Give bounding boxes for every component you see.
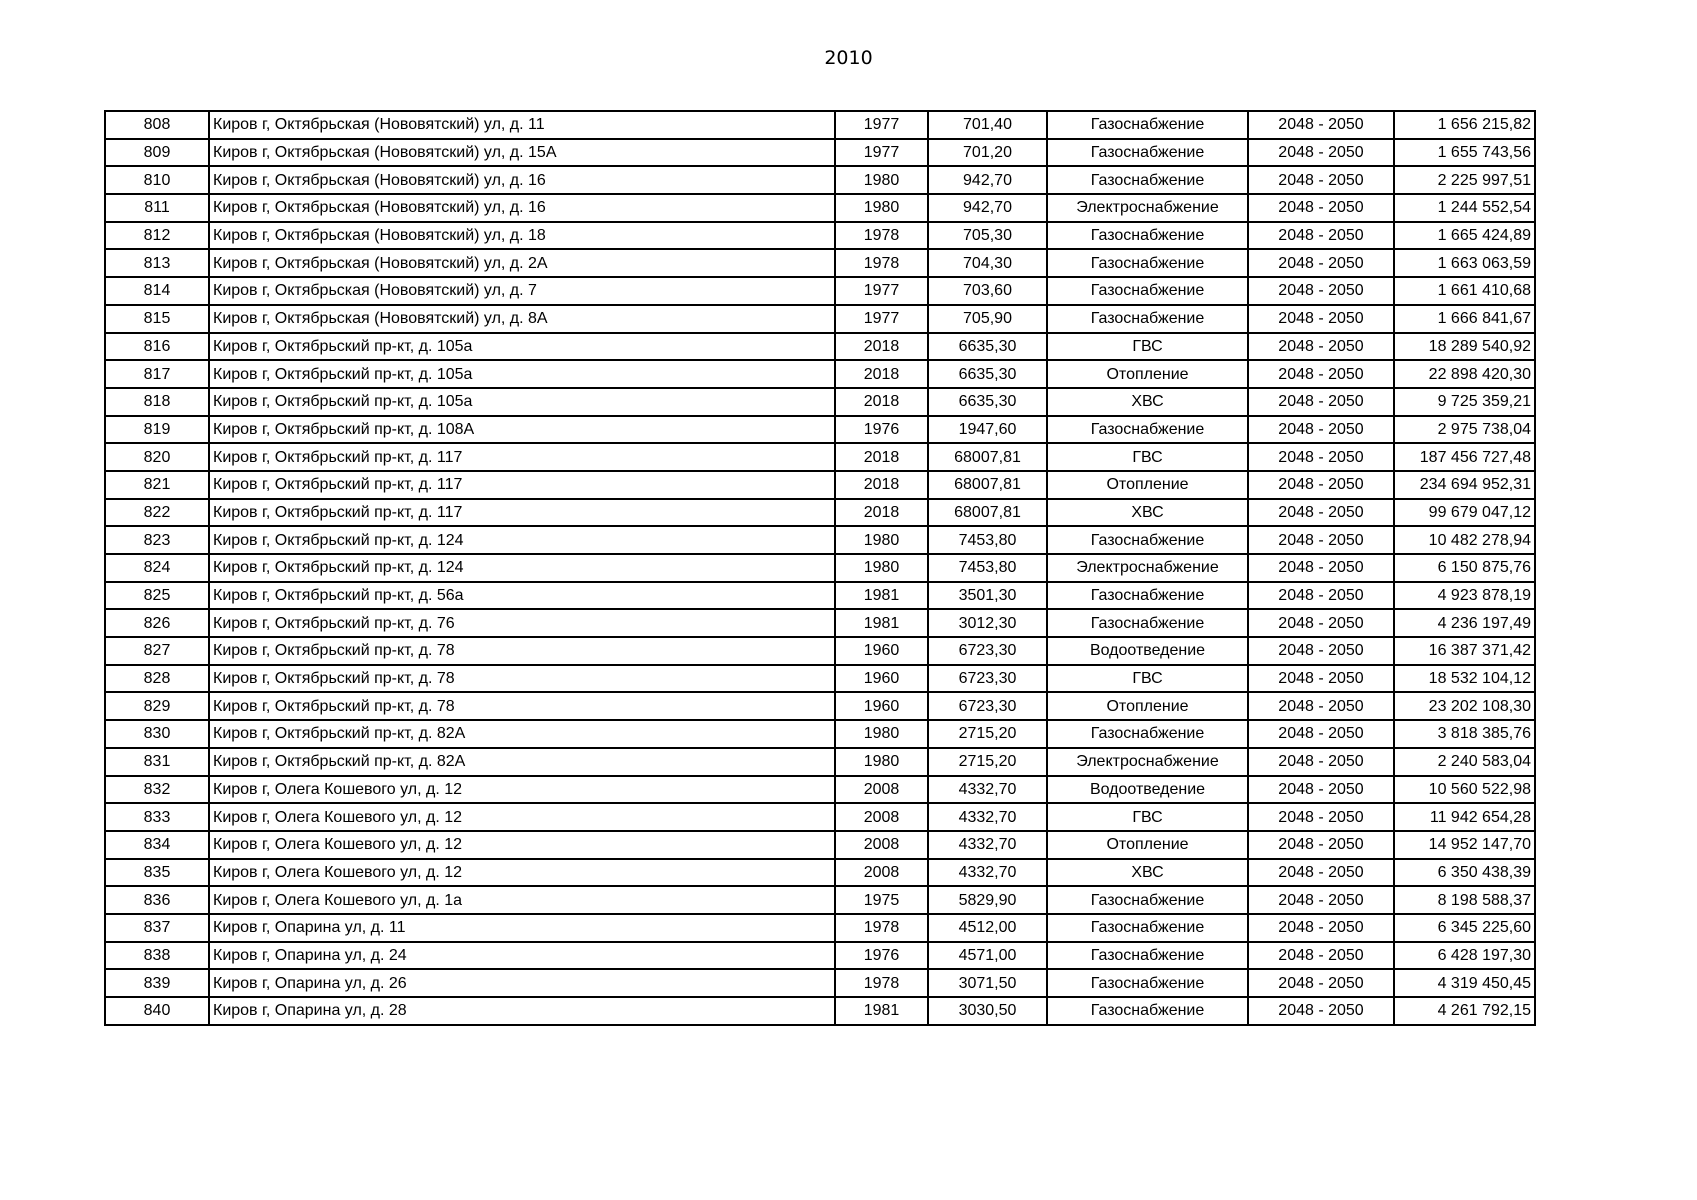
- cost-cell: 187 456 727,48: [1394, 443, 1535, 471]
- row-number-cell: 808: [105, 111, 209, 139]
- area-cell: 6635,30: [928, 388, 1047, 416]
- address-cell: Киров г, Октябрьский пр-кт, д. 124: [209, 526, 835, 554]
- table-row: [105, 305, 1535, 333]
- address-cell: Киров г, Октябрьский пр-кт, д. 124: [209, 554, 835, 582]
- area-cell: 942,70: [928, 194, 1047, 222]
- work-type-cell: Водоотведение: [1047, 637, 1248, 665]
- address-cell: Киров г, Октябрьская (Нововятский) ул, д. 16: [209, 166, 835, 194]
- row-number-cell: 822: [105, 499, 209, 527]
- address-cell: Киров г, Октябрьский пр-кт, д. 78: [209, 665, 835, 693]
- work-type-cell: Газоснабжение: [1047, 305, 1248, 333]
- row-number-cell: 816: [105, 333, 209, 361]
- address-cell: Киров г, Октябрьский пр-кт, д. 78: [209, 692, 835, 720]
- address-cell: Киров г, Октябрьская (Нововятский) ул, д. 8А: [209, 305, 835, 333]
- table-row: [105, 692, 1535, 720]
- table-row: [105, 388, 1535, 416]
- year-cell: 2008: [835, 776, 928, 804]
- period-cell: 2048 - 2050: [1248, 443, 1394, 471]
- area-cell: 6723,30: [928, 665, 1047, 693]
- area-cell: 3012,30: [928, 609, 1047, 637]
- work-type-cell: ХВС: [1047, 499, 1248, 527]
- table-row: [105, 526, 1535, 554]
- area-cell: 3501,30: [928, 582, 1047, 610]
- address-cell: Киров г, Октябрьский пр-кт, д. 105а: [209, 360, 835, 388]
- year-cell: 1980: [835, 554, 928, 582]
- table-row: [105, 277, 1535, 305]
- area-cell: 4512,00: [928, 914, 1047, 942]
- row-number-cell: 823: [105, 526, 209, 554]
- area-cell: 701,20: [928, 139, 1047, 167]
- address-cell: Киров г, Опарина ул, д. 11: [209, 914, 835, 942]
- cost-cell: 16 387 371,42: [1394, 637, 1535, 665]
- row-number-cell: 836: [105, 886, 209, 914]
- row-number-cell: 830: [105, 720, 209, 748]
- year-cell: 1980: [835, 720, 928, 748]
- cost-cell: 4 236 197,49: [1394, 609, 1535, 637]
- row-number-cell: 826: [105, 609, 209, 637]
- period-cell: 2048 - 2050: [1248, 277, 1394, 305]
- work-type-cell: ГВС: [1047, 443, 1248, 471]
- year-cell: 1960: [835, 692, 928, 720]
- area-cell: 942,70: [928, 166, 1047, 194]
- cost-cell: 2 240 583,04: [1394, 748, 1535, 776]
- cost-cell: 23 202 108,30: [1394, 692, 1535, 720]
- cost-cell: 2 975 738,04: [1394, 416, 1535, 444]
- row-number-cell: 810: [105, 166, 209, 194]
- table-row: [105, 665, 1535, 693]
- address-cell: Киров г, Октябрьский пр-кт, д. 117: [209, 499, 835, 527]
- row-number-cell: 813: [105, 249, 209, 277]
- area-cell: 6635,30: [928, 333, 1047, 361]
- year-cell: 1981: [835, 997, 928, 1025]
- row-number-cell: 827: [105, 637, 209, 665]
- period-cell: 2048 - 2050: [1248, 692, 1394, 720]
- cost-cell: 18 532 104,12: [1394, 665, 1535, 693]
- period-cell: 2048 - 2050: [1248, 249, 1394, 277]
- table-row: [105, 360, 1535, 388]
- period-cell: 2048 - 2050: [1248, 305, 1394, 333]
- row-number-cell: 814: [105, 277, 209, 305]
- period-cell: 2048 - 2050: [1248, 360, 1394, 388]
- work-type-cell: Электроснабжение: [1047, 554, 1248, 582]
- table-row: [105, 886, 1535, 914]
- address-cell: Киров г, Октябрьская (Нововятский) ул, д. 11: [209, 111, 835, 139]
- row-number-cell: 819: [105, 416, 209, 444]
- address-cell: Киров г, Олега Кошевого ул, д. 12: [209, 831, 835, 859]
- work-type-cell: Газоснабжение: [1047, 222, 1248, 250]
- address-cell: Киров г, Октябрьский пр-кт, д. 82А: [209, 720, 835, 748]
- period-cell: 2048 - 2050: [1248, 471, 1394, 499]
- cost-cell: 22 898 420,30: [1394, 360, 1535, 388]
- year-cell: 1960: [835, 637, 928, 665]
- cost-cell: 1 244 552,54: [1394, 194, 1535, 222]
- work-type-cell: Газоснабжение: [1047, 997, 1248, 1025]
- area-cell: 3030,50: [928, 997, 1047, 1025]
- address-cell: Киров г, Октябрьская (Нововятский) ул, д. 18: [209, 222, 835, 250]
- area-cell: 4571,00: [928, 942, 1047, 970]
- cost-cell: 10 482 278,94: [1394, 526, 1535, 554]
- address-cell: Киров г, Опарина ул, д. 24: [209, 942, 835, 970]
- cost-cell: 18 289 540,92: [1394, 333, 1535, 361]
- table-row: [105, 139, 1535, 167]
- work-type-cell: Электроснабжение: [1047, 748, 1248, 776]
- work-type-cell: Газоснабжение: [1047, 416, 1248, 444]
- work-type-cell: ГВС: [1047, 803, 1248, 831]
- period-cell: 2048 - 2050: [1248, 111, 1394, 139]
- table-row: [105, 582, 1535, 610]
- period-cell: 2048 - 2050: [1248, 166, 1394, 194]
- period-cell: 2048 - 2050: [1248, 222, 1394, 250]
- address-cell: Киров г, Олега Кошевого ул, д. 1а: [209, 886, 835, 914]
- cost-cell: 3 818 385,76: [1394, 720, 1535, 748]
- period-cell: 2048 - 2050: [1248, 748, 1394, 776]
- table-row: [105, 443, 1535, 471]
- area-cell: 703,60: [928, 277, 1047, 305]
- area-cell: 2715,20: [928, 748, 1047, 776]
- row-number-cell: 824: [105, 554, 209, 582]
- area-cell: 701,40: [928, 111, 1047, 139]
- period-cell: 2048 - 2050: [1248, 720, 1394, 748]
- table-row: [105, 914, 1535, 942]
- row-number-cell: 833: [105, 803, 209, 831]
- area-cell: 68007,81: [928, 499, 1047, 527]
- year-cell: 2018: [835, 388, 928, 416]
- table-row: [105, 554, 1535, 582]
- period-cell: 2048 - 2050: [1248, 554, 1394, 582]
- period-cell: 2048 - 2050: [1248, 831, 1394, 859]
- period-cell: 2048 - 2050: [1248, 803, 1394, 831]
- table-row: [105, 776, 1535, 804]
- table-row: [105, 249, 1535, 277]
- area-cell: 705,30: [928, 222, 1047, 250]
- address-cell: Киров г, Октябрьский пр-кт, д. 105а: [209, 388, 835, 416]
- cost-cell: 6 150 875,76: [1394, 554, 1535, 582]
- address-cell: Киров г, Октябрьский пр-кт, д. 105а: [209, 333, 835, 361]
- address-cell: Киров г, Октябрьский пр-кт, д. 76: [209, 609, 835, 637]
- area-cell: 5829,90: [928, 886, 1047, 914]
- row-number-cell: 832: [105, 776, 209, 804]
- period-cell: 2048 - 2050: [1248, 609, 1394, 637]
- area-cell: 705,90: [928, 305, 1047, 333]
- work-type-cell: Отопление: [1047, 471, 1248, 499]
- period-cell: 2048 - 2050: [1248, 333, 1394, 361]
- table-row: [105, 831, 1535, 859]
- registry-table-body: [105, 111, 1535, 1025]
- area-cell: 7453,80: [928, 526, 1047, 554]
- work-type-cell: Отопление: [1047, 692, 1248, 720]
- row-number-cell: 835: [105, 859, 209, 887]
- year-cell: 1980: [835, 166, 928, 194]
- work-type-cell: ХВС: [1047, 388, 1248, 416]
- year-cell: 2018: [835, 443, 928, 471]
- registry-table: [104, 110, 1536, 1026]
- table-row: [105, 859, 1535, 887]
- table-row: [105, 222, 1535, 250]
- area-cell: 1947,60: [928, 416, 1047, 444]
- year-cell: 1977: [835, 305, 928, 333]
- period-cell: 2048 - 2050: [1248, 997, 1394, 1025]
- period-cell: 2048 - 2050: [1248, 914, 1394, 942]
- period-cell: 2048 - 2050: [1248, 526, 1394, 554]
- work-type-cell: Газоснабжение: [1047, 942, 1248, 970]
- table-row: [105, 720, 1535, 748]
- year-cell: 1976: [835, 416, 928, 444]
- address-cell: Киров г, Октябрьский пр-кт, д. 56а: [209, 582, 835, 610]
- cost-cell: 8 198 588,37: [1394, 886, 1535, 914]
- cost-cell: 9 725 359,21: [1394, 388, 1535, 416]
- row-number-cell: 839: [105, 969, 209, 997]
- row-number-cell: 838: [105, 942, 209, 970]
- table-row: [105, 416, 1535, 444]
- work-type-cell: Газоснабжение: [1047, 166, 1248, 194]
- cost-cell: 6 428 197,30: [1394, 942, 1535, 970]
- work-type-cell: ГВС: [1047, 665, 1248, 693]
- address-cell: Киров г, Октябрьская (Нововятский) ул, д. 2А: [209, 249, 835, 277]
- period-cell: 2048 - 2050: [1248, 139, 1394, 167]
- year-cell: 2018: [835, 360, 928, 388]
- cost-cell: 1 656 215,82: [1394, 111, 1535, 139]
- area-cell: 68007,81: [928, 471, 1047, 499]
- cost-cell: 1 663 063,59: [1394, 249, 1535, 277]
- cost-cell: 11 942 654,28: [1394, 803, 1535, 831]
- year-cell: 2018: [835, 499, 928, 527]
- period-cell: 2048 - 2050: [1248, 637, 1394, 665]
- row-number-cell: 812: [105, 222, 209, 250]
- row-number-cell: 818: [105, 388, 209, 416]
- period-cell: 2048 - 2050: [1248, 388, 1394, 416]
- address-cell: Киров г, Октябрьский пр-кт, д. 117: [209, 443, 835, 471]
- area-cell: 68007,81: [928, 443, 1047, 471]
- row-number-cell: 809: [105, 139, 209, 167]
- table-row: [105, 194, 1535, 222]
- row-number-cell: 811: [105, 194, 209, 222]
- area-cell: 704,30: [928, 249, 1047, 277]
- year-cell: 1978: [835, 249, 928, 277]
- table-row: [105, 748, 1535, 776]
- work-type-cell: Газоснабжение: [1047, 720, 1248, 748]
- year-cell: 1980: [835, 194, 928, 222]
- year-cell: 1978: [835, 914, 928, 942]
- table-row: [105, 997, 1535, 1025]
- work-type-cell: Водоотведение: [1047, 776, 1248, 804]
- address-cell: Киров г, Октябрьская (Нововятский) ул, д. 15А: [209, 139, 835, 167]
- address-cell: Киров г, Опарина ул, д. 26: [209, 969, 835, 997]
- page-number: 2010: [824, 47, 873, 69]
- work-type-cell: Газоснабжение: [1047, 277, 1248, 305]
- table-row: [105, 471, 1535, 499]
- work-type-cell: Газоснабжение: [1047, 111, 1248, 139]
- year-cell: 1977: [835, 111, 928, 139]
- address-cell: Киров г, Опарина ул, д. 28: [209, 997, 835, 1025]
- area-cell: 2715,20: [928, 720, 1047, 748]
- cost-cell: 1 661 410,68: [1394, 277, 1535, 305]
- cost-cell: 99 679 047,12: [1394, 499, 1535, 527]
- cost-cell: 6 345 225,60: [1394, 914, 1535, 942]
- year-cell: 1978: [835, 969, 928, 997]
- cost-cell: 234 694 952,31: [1394, 471, 1535, 499]
- area-cell: 7453,80: [928, 554, 1047, 582]
- work-type-cell: Отопление: [1047, 360, 1248, 388]
- area-cell: 6635,30: [928, 360, 1047, 388]
- year-cell: 2008: [835, 831, 928, 859]
- cost-cell: 4 923 878,19: [1394, 582, 1535, 610]
- year-cell: 1981: [835, 582, 928, 610]
- cost-cell: 2 225 997,51: [1394, 166, 1535, 194]
- cost-cell: 4 319 450,45: [1394, 969, 1535, 997]
- row-number-cell: 840: [105, 997, 209, 1025]
- cost-cell: 1 655 743,56: [1394, 139, 1535, 167]
- area-cell: 3071,50: [928, 969, 1047, 997]
- address-cell: Киров г, Олега Кошевого ул, д. 12: [209, 776, 835, 804]
- year-cell: 1976: [835, 942, 928, 970]
- table-row: [105, 609, 1535, 637]
- row-number-cell: 821: [105, 471, 209, 499]
- area-cell: 6723,30: [928, 637, 1047, 665]
- work-type-cell: Газоснабжение: [1047, 969, 1248, 997]
- period-cell: 2048 - 2050: [1248, 886, 1394, 914]
- year-cell: 2018: [835, 333, 928, 361]
- table-row: [105, 111, 1535, 139]
- table-row: [105, 333, 1535, 361]
- work-type-cell: Газоснабжение: [1047, 914, 1248, 942]
- work-type-cell: Электроснабжение: [1047, 194, 1248, 222]
- work-type-cell: Газоснабжение: [1047, 526, 1248, 554]
- address-cell: Киров г, Олега Кошевого ул, д. 12: [209, 803, 835, 831]
- period-cell: 2048 - 2050: [1248, 776, 1394, 804]
- year-cell: 1980: [835, 748, 928, 776]
- period-cell: 2048 - 2050: [1248, 194, 1394, 222]
- area-cell: 6723,30: [928, 692, 1047, 720]
- address-cell: Киров г, Октябрьская (Нововятский) ул, д. 16: [209, 194, 835, 222]
- year-cell: 1975: [835, 886, 928, 914]
- work-type-cell: ГВС: [1047, 333, 1248, 361]
- table-row: [105, 803, 1535, 831]
- work-type-cell: Газоснабжение: [1047, 886, 1248, 914]
- period-cell: 2048 - 2050: [1248, 416, 1394, 444]
- row-number-cell: 825: [105, 582, 209, 610]
- row-number-cell: 817: [105, 360, 209, 388]
- period-cell: 2048 - 2050: [1248, 942, 1394, 970]
- year-cell: 2008: [835, 859, 928, 887]
- cost-cell: 14 952 147,70: [1394, 831, 1535, 859]
- year-cell: 1978: [835, 222, 928, 250]
- area-cell: 4332,70: [928, 776, 1047, 804]
- row-number-cell: 829: [105, 692, 209, 720]
- address-cell: Киров г, Октябрьский пр-кт, д. 108А: [209, 416, 835, 444]
- year-cell: 1960: [835, 665, 928, 693]
- table-row: [105, 969, 1535, 997]
- work-type-cell: Газоснабжение: [1047, 609, 1248, 637]
- period-cell: 2048 - 2050: [1248, 499, 1394, 527]
- row-number-cell: 828: [105, 665, 209, 693]
- work-type-cell: Отопление: [1047, 831, 1248, 859]
- address-cell: Киров г, Октябрьский пр-кт, д. 78: [209, 637, 835, 665]
- period-cell: 2048 - 2050: [1248, 969, 1394, 997]
- work-type-cell: ХВС: [1047, 859, 1248, 887]
- table-row: [105, 637, 1535, 665]
- area-cell: 4332,70: [928, 803, 1047, 831]
- year-cell: 1977: [835, 277, 928, 305]
- address-cell: Киров г, Октябрьский пр-кт, д. 117: [209, 471, 835, 499]
- cost-cell: 10 560 522,98: [1394, 776, 1535, 804]
- row-number-cell: 834: [105, 831, 209, 859]
- period-cell: 2048 - 2050: [1248, 582, 1394, 610]
- address-cell: Киров г, Октябрьская (Нововятский) ул, д. 7: [209, 277, 835, 305]
- row-number-cell: 837: [105, 914, 209, 942]
- row-number-cell: 815: [105, 305, 209, 333]
- area-cell: 4332,70: [928, 859, 1047, 887]
- table-row: [105, 942, 1535, 970]
- row-number-cell: 820: [105, 443, 209, 471]
- cost-cell: 6 350 438,39: [1394, 859, 1535, 887]
- cost-cell: 4 261 792,15: [1394, 997, 1535, 1025]
- year-cell: 1977: [835, 139, 928, 167]
- work-type-cell: Газоснабжение: [1047, 582, 1248, 610]
- table-row: [105, 166, 1535, 194]
- table-row: [105, 499, 1535, 527]
- area-cell: 4332,70: [928, 831, 1047, 859]
- work-type-cell: Газоснабжение: [1047, 249, 1248, 277]
- cost-cell: 1 665 424,89: [1394, 222, 1535, 250]
- period-cell: 2048 - 2050: [1248, 665, 1394, 693]
- work-type-cell: Газоснабжение: [1047, 139, 1248, 167]
- year-cell: 2008: [835, 803, 928, 831]
- address-cell: Киров г, Олега Кошевого ул, д. 12: [209, 859, 835, 887]
- row-number-cell: 831: [105, 748, 209, 776]
- year-cell: 1980: [835, 526, 928, 554]
- period-cell: 2048 - 2050: [1248, 859, 1394, 887]
- year-cell: 1981: [835, 609, 928, 637]
- address-cell: Киров г, Октябрьский пр-кт, д. 82А: [209, 748, 835, 776]
- cost-cell: 1 666 841,67: [1394, 305, 1535, 333]
- year-cell: 2018: [835, 471, 928, 499]
